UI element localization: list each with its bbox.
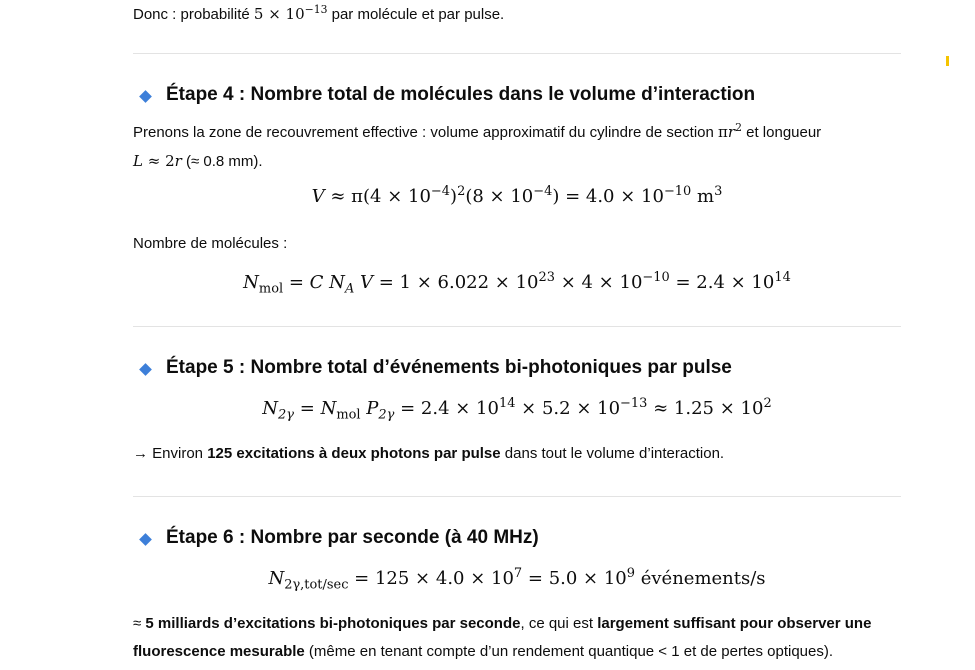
step4-paragraph: Prenons la zone de recouvrement effective : volume approximatif du cylindre de section $\pi r^2$ et longueur L ≈ 2r (≈ 0.8 mm). [133, 121, 822, 170]
volume-equation: $V \approx \pi(4 \times 10^{-4})^2(8 \times 10^{-4}) = 4.0 \times 10^{-10}$ $m^3$ [311, 184, 723, 207]
section-math: $\pi r^2$ [718, 121, 742, 141]
step4-heading [133, 84, 901, 106]
biphoton-equation: $N_{2\gamma} = N_{mol}$ $P_{2\gamma} = 2.4 \times 10^{14} \times 5.2 \times 10^{-13} \approx 1.25 \times 10^2$ [262, 396, 772, 423]
divider [133, 53, 901, 54]
scroll-marker [946, 56, 949, 66]
intro-text: Donc : probabilité [133, 6, 254, 23]
step6-title: Étape 6 : Nombre par seconde (à 40 MHz) [166, 527, 539, 548]
intro-math: $5 \times 10^{-13}$ [253, 3, 328, 23]
rate-equation: $N_{2\gamma,tot/sec} = 125 \times 4.0 \times 10^7 = 5.0 \times 10^9$ événements/s [268, 566, 766, 593]
divider [133, 496, 901, 497]
step5-heading [133, 357, 901, 379]
intro-paragraph: Donc : probabilité $5 \times 10^{-13}$ par molécule et par pulse. [133, 3, 505, 23]
step5-title: Étape 5 : Nombre total d’événements bi-photoniques par pulse [166, 357, 732, 378]
step5-result: → Environ 125 excitations à deux photons par pulse dans tout le volume d’interaction. [133, 445, 725, 462]
molecules-label: Nombre de molécules : [133, 235, 288, 252]
diamond-bullet-icon [139, 363, 152, 376]
diamond-bullet-icon [139, 533, 152, 546]
step6-heading [133, 527, 901, 549]
step4-title: Étape 4 : Nombre total de molécules dans le volume d’interaction [166, 84, 756, 105]
step6-conclusion: ≈ 5 milliards d’excitations bi-photoniques par seconde, ce qui est largement suffisant pour observer une fluorescence mesurable (même en tenant compte d’un rendement quantique < 1 et de pertes optiques). [133, 615, 872, 660]
diamond-bullet-icon [139, 90, 152, 103]
molecule-count-equation: $N_{mol} = C$ $N_A$ $V = 1 \times 6.022 \times 10^{23} \times 4 \times 10^{-10} = 2.4 \times 10^{14}$ [243, 270, 791, 297]
divider [133, 326, 901, 327]
